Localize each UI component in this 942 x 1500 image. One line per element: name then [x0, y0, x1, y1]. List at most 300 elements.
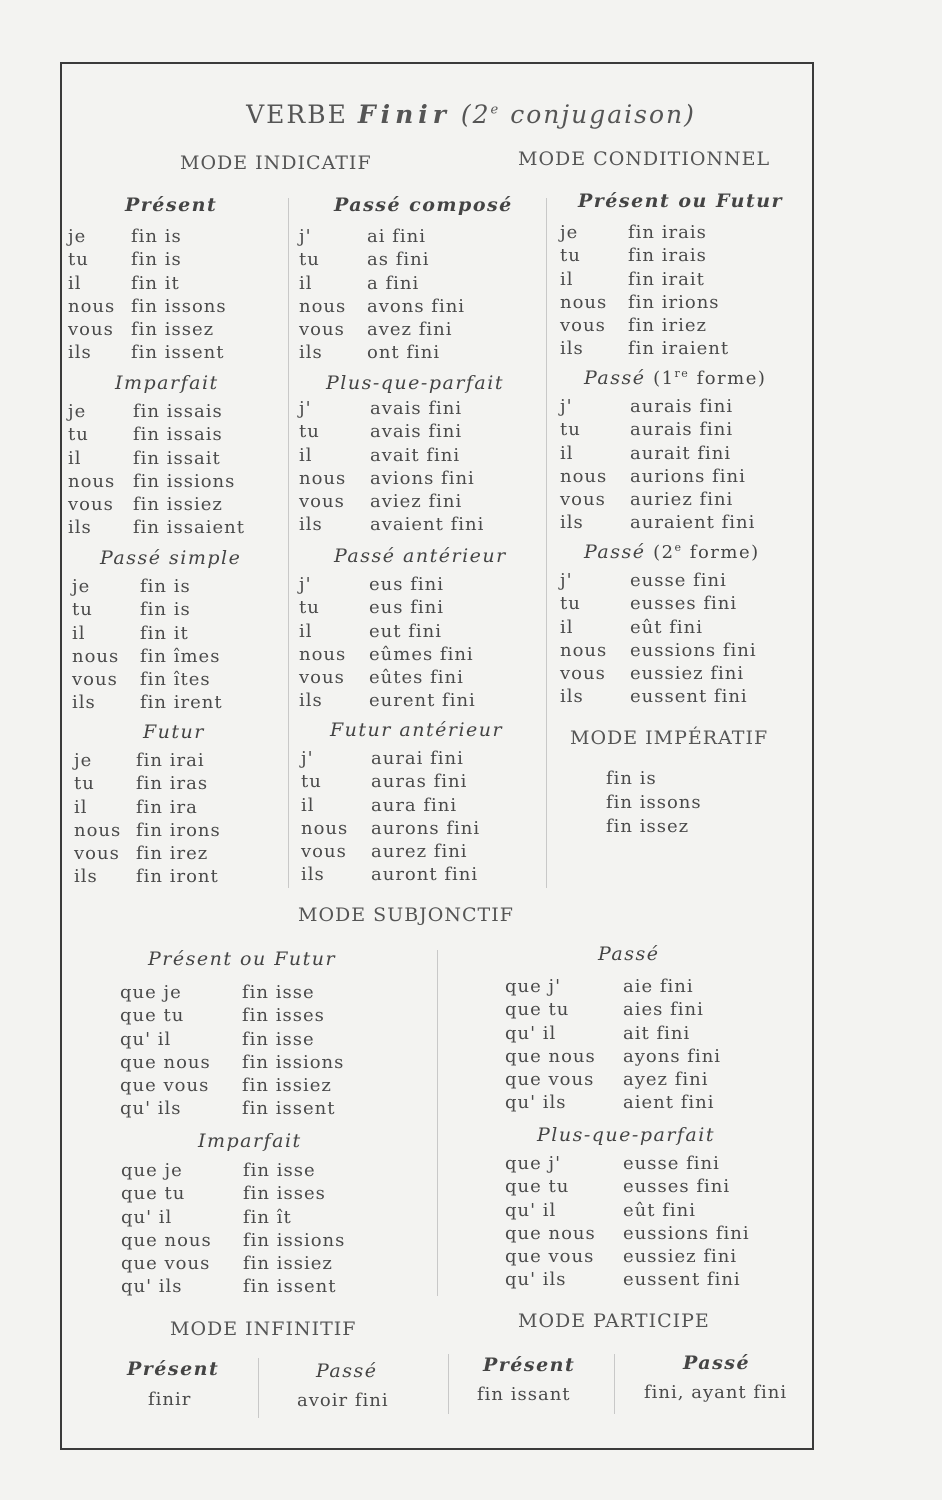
pronoun: je	[68, 226, 87, 247]
conjugation-row	[505, 1092, 805, 1115]
pronoun: que vous	[505, 1246, 595, 1268]
pronoun: nous	[299, 643, 347, 665]
verb-form: fin ira	[136, 796, 198, 818]
pronoun: nous	[299, 295, 347, 317]
conjugation-row	[299, 249, 539, 272]
verb-form: fin is	[140, 576, 191, 597]
conjugation-row	[68, 296, 278, 319]
conjugation-row	[560, 489, 800, 512]
verb-form: fin issais	[133, 401, 223, 422]
pronoun: que vous	[120, 1075, 210, 1097]
column-divider	[258, 1358, 259, 1418]
verb-form: fin isse	[243, 1160, 316, 1181]
verb-form: auront fini	[371, 864, 479, 886]
pronoun: qu' il	[121, 1206, 173, 1228]
conjugation-row	[68, 319, 278, 342]
verb-form: fin isses	[243, 1183, 326, 1205]
conjugation-row	[505, 1046, 805, 1069]
conjugation-row	[74, 866, 284, 889]
verb-form: avons fini	[367, 295, 466, 317]
pronoun: ils	[68, 342, 92, 364]
conjugation-row	[560, 686, 800, 709]
tense-subj-imparfait: Imparfait	[198, 1130, 302, 1152]
pronoun: que nous	[505, 1045, 596, 1067]
verb-form: fin îmes	[140, 645, 221, 667]
pronoun: que tu	[505, 1176, 570, 1198]
mode-imperatif-heading: MODE IMPÉRATIF	[570, 727, 769, 749]
verb-form: aurions fini	[630, 465, 746, 487]
conjugation-row	[560, 269, 800, 292]
pronoun: il	[560, 442, 574, 464]
pronoun: vous	[301, 841, 347, 863]
verb-form: eut fini	[369, 620, 442, 642]
conjugation-row	[121, 1253, 431, 1276]
page-title	[0, 100, 942, 129]
pronoun: nous	[560, 291, 608, 313]
verb-form: fin issions	[243, 1229, 346, 1251]
verb-form: ayez fini	[623, 1069, 709, 1091]
verb-form: fin irais	[628, 245, 707, 267]
verb-form: eus fini	[369, 574, 444, 595]
verb-form: avais fini	[370, 398, 463, 419]
conjugation-row	[68, 517, 278, 540]
infinitif-passe-value: avoir fini	[297, 1390, 389, 1411]
pronoun: il	[68, 272, 82, 294]
tense-passe-simple: Passé simple	[100, 547, 242, 569]
verb-form: auriez fini	[630, 489, 734, 511]
pronoun: tu	[301, 771, 322, 793]
pronoun: qu' il	[120, 1028, 172, 1050]
title-verbe: VERBE	[246, 100, 348, 129]
conjugation-row	[74, 820, 284, 843]
conjugation-row	[299, 445, 539, 468]
pronoun: tu	[560, 245, 581, 267]
tense-cond-passe-2-label: Passé	[584, 541, 646, 563]
verb-form: fin ît	[243, 1206, 292, 1228]
verb-form: fin isses	[242, 1005, 325, 1027]
conjugation-row	[72, 669, 282, 692]
conjugation-row	[560, 663, 800, 686]
pronoun: vous	[560, 663, 606, 685]
verb-form: fin iriez	[628, 315, 707, 337]
conjugation-row	[299, 273, 539, 296]
tense-passe-anterieur: Passé antérieur	[334, 545, 507, 567]
tense-rows	[68, 226, 278, 366]
infinitif-present-value: finir	[148, 1389, 192, 1410]
conjugation-row	[299, 514, 539, 537]
pronoun: il	[68, 447, 82, 469]
pronoun: tu	[68, 424, 89, 446]
verb-form: fin issez	[131, 319, 215, 341]
mode-participe-heading: MODE PARTICIPE	[518, 1310, 710, 1332]
verb-form: fin issais	[133, 424, 223, 446]
pronoun: j'	[301, 748, 314, 769]
pronoun: qu' ils	[120, 1098, 182, 1120]
infinitif-passe-label: Passé	[316, 1360, 378, 1382]
pronoun: ils	[301, 864, 325, 886]
verb-form: eurent fini	[369, 690, 476, 712]
conjugation-row	[505, 1200, 805, 1223]
mode-infinitif-heading: MODE INFINITIF	[170, 1318, 357, 1340]
pronoun: que j'	[505, 976, 562, 997]
pronoun: vous	[560, 315, 606, 337]
verb-form: avais fini	[370, 421, 463, 443]
pronoun: ils	[74, 866, 98, 888]
pronoun: j'	[299, 226, 312, 247]
verb-form: eussiez fini	[623, 1246, 738, 1268]
pronoun: je	[72, 576, 91, 597]
verb-form: avait fini	[370, 444, 461, 466]
form-open: (1	[653, 368, 675, 389]
pronoun: il	[72, 622, 86, 644]
pronoun: ils	[299, 690, 323, 712]
pronoun: nous	[560, 639, 608, 661]
conjugation-row	[560, 617, 800, 640]
tense-subj-passe: Passé	[598, 943, 660, 965]
verb-form: eus fini	[369, 597, 444, 619]
conjugation-row	[120, 1052, 430, 1075]
conjugation-row	[560, 338, 800, 361]
conjugation-row	[120, 1029, 430, 1052]
conjugation-row	[299, 621, 539, 644]
conjugation-row	[72, 623, 282, 646]
tense-rows	[505, 976, 805, 1116]
mode-subjonctif-heading: MODE SUBJONCTIF	[298, 904, 514, 926]
conjugation-row	[121, 1276, 431, 1299]
pronoun: ils	[560, 512, 584, 534]
conjugation-row	[121, 1207, 431, 1230]
verb-form: ayons fini	[623, 1045, 722, 1067]
pronoun: nous	[68, 470, 116, 492]
conjugation-row	[301, 771, 541, 794]
tense-rows	[299, 226, 539, 366]
conjugation-row	[68, 249, 278, 272]
verb-form: fin irait	[628, 268, 705, 290]
conjugation-row	[121, 1230, 431, 1253]
form-sup: re	[674, 367, 690, 380]
verb-form: avez fini	[367, 319, 453, 341]
conjugation-row	[299, 644, 539, 667]
form-rest: forme)	[696, 368, 767, 389]
pronoun: que vous	[505, 1069, 595, 1091]
conjugation-row	[72, 599, 282, 622]
pronoun: qu' il	[505, 1199, 557, 1221]
conjugation-row	[299, 342, 539, 365]
pronoun: qu' ils	[121, 1276, 183, 1298]
conjugation-row	[68, 342, 278, 365]
pronoun: il	[74, 796, 88, 818]
form-open: (2	[653, 542, 675, 563]
conjugation-row	[299, 319, 539, 342]
conjugation-row	[560, 593, 800, 616]
pronoun: tu	[299, 597, 320, 619]
tense-rows	[299, 574, 539, 714]
conjugation-row	[560, 245, 800, 268]
verb-form: fin issiez	[133, 494, 223, 516]
pronoun: ils	[560, 338, 584, 360]
imperatif-row: fin is	[606, 768, 657, 789]
pronoun: ils	[560, 686, 584, 708]
column-divider	[448, 1354, 449, 1414]
verb-form: eusses fini	[623, 1176, 731, 1198]
verb-form: eûmes fini	[369, 643, 474, 665]
verb-form: fin issent	[242, 1098, 336, 1120]
conjugation-row	[120, 1075, 430, 1098]
verb-form: aies fini	[623, 999, 704, 1021]
tense-present: Présent	[125, 194, 218, 216]
verb-form: eusse fini	[630, 570, 727, 591]
conjugation-row	[74, 797, 284, 820]
verb-form: fin iraient	[628, 338, 730, 360]
conjugation-row	[74, 843, 284, 866]
verb-form: fin isse	[242, 982, 315, 1003]
title-conj-sup: e	[490, 102, 501, 118]
pronoun: il	[301, 794, 315, 816]
pronoun: qu' ils	[505, 1269, 567, 1291]
column-divider	[437, 950, 438, 1296]
verb-form: fin issent	[243, 1276, 337, 1298]
verb-form: fin is	[131, 249, 182, 271]
participe-present-label: Présent	[483, 1354, 576, 1376]
pronoun: que vous	[121, 1253, 211, 1275]
pronoun: tu	[68, 249, 89, 271]
pronoun: que nous	[120, 1051, 211, 1073]
conjugation-row	[560, 222, 800, 245]
conjugation-row	[68, 494, 278, 517]
pronoun: tu	[560, 419, 581, 441]
conjugation-row	[68, 401, 278, 424]
conjugation-row	[301, 748, 541, 771]
pronoun: nous	[68, 295, 116, 317]
pronoun: vous	[299, 491, 345, 513]
verb-form: fin irais	[628, 222, 707, 243]
conjugation-row	[68, 273, 278, 296]
pronoun: vous	[299, 667, 345, 689]
conjugation-row	[121, 1160, 431, 1183]
verb-form: fin issait	[133, 447, 221, 469]
conjugation-row	[301, 818, 541, 841]
verb-form: fin issent	[131, 342, 225, 364]
tense-passe-compose: Passé composé	[334, 194, 513, 216]
mode-conditionnel-heading: MODE CONDITIONNEL	[518, 148, 771, 170]
verb-form: eussions fini	[630, 639, 757, 661]
pronoun: ils	[299, 342, 323, 364]
tense-futur-anterieur: Futur antérieur	[330, 719, 504, 741]
verb-form: fin irez	[136, 843, 209, 865]
verb-form: aurez fini	[371, 841, 468, 863]
pronoun: ils	[72, 692, 96, 714]
tense-rows	[301, 748, 541, 888]
participe-present-value: fin issant	[477, 1384, 571, 1405]
verb-form: aie fini	[623, 976, 694, 997]
title-conj-open: (2	[460, 100, 491, 129]
pronoun: j'	[299, 398, 312, 419]
conjugation-row	[68, 424, 278, 447]
pronoun: tu	[299, 249, 320, 271]
verb-form: aient fini	[623, 1092, 715, 1114]
conjugation-row	[72, 692, 282, 715]
verb-form: fin issons	[131, 295, 227, 317]
conjugation-row	[560, 315, 800, 338]
conjugation-row	[299, 226, 539, 249]
tense-rows	[72, 576, 282, 716]
verb-form: aurai fini	[371, 748, 464, 769]
pronoun: vous	[68, 319, 114, 341]
pronoun: qu' ils	[505, 1092, 567, 1114]
verb-form: fin issions	[133, 470, 236, 492]
conjugation-row	[68, 448, 278, 471]
tense-rows	[560, 222, 800, 362]
tense-cond-passe-1	[584, 367, 766, 389]
pronoun: tu	[72, 599, 93, 621]
pronoun: vous	[68, 494, 114, 516]
conjugation-row	[301, 864, 541, 887]
verb-form: eusses fini	[630, 593, 738, 615]
verb-form: ont fini	[367, 342, 441, 364]
verb-form: fin irent	[140, 692, 223, 714]
pronoun: je	[560, 222, 579, 243]
pronoun: que j'	[505, 1153, 562, 1174]
conjugation-row	[120, 982, 430, 1005]
conjugation-row	[505, 1069, 805, 1092]
tense-cond-passe-1-label: Passé	[584, 367, 646, 389]
pronoun: que je	[121, 1160, 183, 1181]
verb-form: fin iront	[136, 866, 219, 888]
pronoun: vous	[74, 843, 120, 865]
tense-plus-que-parfait: Plus-que-parfait	[326, 372, 504, 394]
pronoun: que je	[120, 982, 182, 1003]
conjugation-row	[505, 1269, 805, 1292]
conjugation-row	[505, 1023, 805, 1046]
verb-form: ai fini	[367, 226, 426, 247]
pronoun: que nous	[121, 1229, 212, 1251]
conjugation-row	[560, 640, 800, 663]
tense-rows	[121, 1160, 431, 1300]
conjugation-row	[560, 419, 800, 442]
pronoun: il	[560, 268, 574, 290]
tense-rows	[505, 1153, 805, 1293]
pronoun: j'	[299, 574, 312, 595]
conjugation-row	[74, 773, 284, 796]
pronoun: ils	[299, 514, 323, 536]
verb-form: aurais fini	[630, 419, 734, 441]
conjugation-row	[505, 1246, 805, 1269]
pronoun: tu	[74, 773, 95, 795]
pronoun: vous	[560, 489, 606, 511]
pronoun: il	[560, 616, 574, 638]
column-divider	[614, 1354, 615, 1414]
tense-rows	[120, 982, 430, 1122]
pronoun: que nous	[505, 1222, 596, 1244]
verb-form: ait fini	[623, 1022, 691, 1044]
pronoun: nous	[301, 817, 349, 839]
pronoun: nous	[72, 645, 120, 667]
pronoun: nous	[560, 465, 608, 487]
verb-form: a fini	[367, 272, 420, 294]
pronoun: vous	[72, 669, 118, 691]
verb-form: avions fini	[370, 467, 475, 489]
verb-form: fin is	[131, 226, 182, 247]
conjugation-row	[299, 491, 539, 514]
verb-form: as fini	[367, 249, 430, 271]
tense-rows	[299, 398, 539, 538]
verb-form: fin isse	[242, 1028, 315, 1050]
pronoun: nous	[299, 467, 347, 489]
verb-form: aviez fini	[370, 491, 463, 513]
conjugation-row	[505, 976, 805, 999]
verb-form: eussent fini	[630, 686, 748, 708]
pronoun: tu	[560, 593, 581, 615]
verb-form: aura fini	[371, 794, 458, 816]
conjugation-row	[301, 795, 541, 818]
pronoun: que tu	[120, 1005, 185, 1027]
tense-subj-present: Présent ou Futur	[148, 948, 337, 970]
conjugation-row	[560, 570, 800, 593]
pronoun: je	[68, 401, 87, 422]
conjugation-row	[68, 471, 278, 494]
conjugation-row	[299, 667, 539, 690]
title-verb: Finir	[357, 100, 451, 129]
verb-form: fin irions	[628, 291, 720, 313]
column-divider	[546, 198, 547, 888]
tense-rows	[560, 396, 800, 536]
conjugation-row	[72, 576, 282, 599]
verb-form: eût fini	[623, 1199, 696, 1221]
title-conj-rest: conjugaison)	[510, 100, 696, 129]
verb-form: fin issaient	[133, 517, 245, 539]
conjugation-row	[299, 468, 539, 491]
tense-subj-plus-que-parfait: Plus-que-parfait	[537, 1124, 715, 1146]
pronoun: nous	[74, 819, 122, 841]
pronoun: que tu	[505, 999, 570, 1021]
verb-form: aurons fini	[371, 817, 481, 839]
conjugation-row	[120, 1098, 430, 1121]
conjugation-row	[560, 396, 800, 419]
pronoun: j'	[560, 396, 573, 417]
verb-form: fin iras	[136, 773, 209, 795]
pronoun: que tu	[121, 1183, 186, 1205]
conjugation-row	[72, 646, 282, 669]
verb-form: fin issiez	[243, 1253, 333, 1275]
verb-form: eûtes fini	[369, 667, 464, 689]
verb-form: aurais fini	[630, 396, 734, 417]
verb-form: eussiez fini	[630, 663, 745, 685]
conjugation-row	[121, 1183, 431, 1206]
conjugation-row	[299, 574, 539, 597]
verb-form: eussions fini	[623, 1222, 750, 1244]
conjugation-row	[560, 466, 800, 489]
verb-form: fin îtes	[140, 669, 211, 691]
pronoun: j'	[560, 570, 573, 591]
conjugation-row	[560, 443, 800, 466]
tense-cond-present: Présent ou Futur	[578, 190, 784, 212]
conjugation-row	[299, 296, 539, 319]
participe-passe-label: Passé	[683, 1352, 751, 1374]
conjugation-row	[505, 1176, 805, 1199]
conjugation-row	[301, 841, 541, 864]
form-sup: e	[674, 541, 683, 554]
verb-form: fin is	[140, 599, 191, 621]
pronoun: il	[299, 272, 313, 294]
verb-form: fin issiez	[242, 1075, 332, 1097]
verb-form: fin it	[131, 272, 180, 294]
pronoun: il	[299, 620, 313, 642]
verb-form: eusse fini	[623, 1153, 720, 1174]
conjugation-row	[74, 750, 284, 773]
verb-form: aurait fini	[630, 442, 732, 464]
verb-form: fin issions	[242, 1051, 345, 1073]
verb-form: eussent fini	[623, 1269, 741, 1291]
